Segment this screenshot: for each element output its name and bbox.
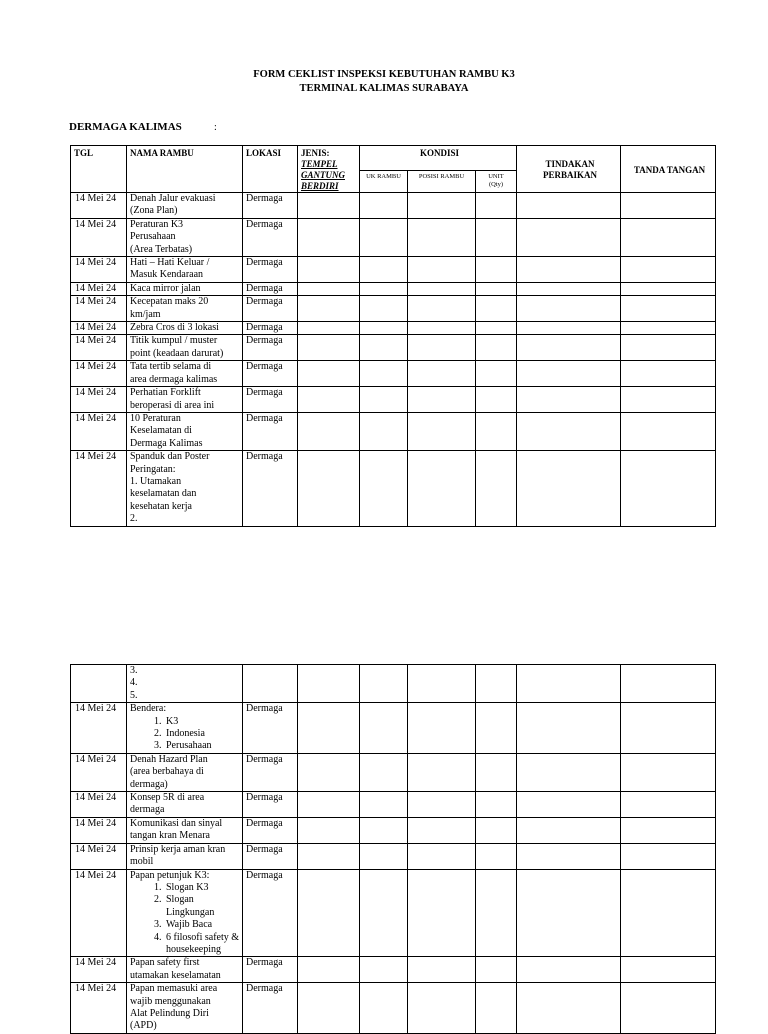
- col-header-kondisi: KONDISI: [360, 146, 517, 171]
- cell-jenis[interactable]: [298, 753, 360, 791]
- cell-jenis[interactable]: [298, 193, 360, 219]
- nama-rambu-line: Hati – Hati Keluar /: [130, 257, 210, 269]
- cell-tindakan[interactable]: [517, 361, 621, 387]
- nama-rambu-line: 5.: [130, 689, 138, 701]
- cell-uk-rambu[interactable]: [360, 665, 408, 703]
- cell-posisi-rambu[interactable]: [408, 843, 476, 869]
- cell-jenis[interactable]: [298, 335, 360, 361]
- cell-posisi-rambu[interactable]: [408, 412, 476, 450]
- cell-unit[interactable]: [476, 869, 517, 957]
- table-row: [71, 753, 716, 791]
- form-title-line2: TERMINAL KALIMAS SURABAYA: [299, 83, 469, 94]
- nama-rambu-line: Peraturan K3: [130, 218, 184, 230]
- col-header-tanda-tangan: TANDA TANGAN: [621, 146, 716, 193]
- cell-unit[interactable]: [476, 843, 517, 869]
- cell-lokasi: Dermaga: [243, 412, 298, 450]
- cell-uk-rambu[interactable]: [360, 957, 408, 983]
- cell-lokasi: Dermaga: [243, 869, 298, 957]
- nama-rambu-line: 1. Utamakan: [130, 475, 182, 487]
- cell-lokasi: Dermaga: [243, 193, 298, 219]
- nama-rambu-line: Titik kumpul / muster: [130, 335, 218, 347]
- nama-rambu-line: Perhatian Forklift: [130, 387, 201, 399]
- cell-posisi-rambu[interactable]: [408, 322, 476, 335]
- cell-tanda-tangan[interactable]: [621, 322, 716, 335]
- col-header-tindakan: TINDAKAN PERBAIKAN: [517, 146, 621, 193]
- cell-posisi-rambu[interactable]: [408, 282, 476, 295]
- cell-uk-rambu[interactable]: [360, 322, 408, 335]
- cell-lokasi: Dermaga: [243, 218, 298, 256]
- cell-lokasi: Dermaga: [243, 322, 298, 335]
- cell-lokasi: Dermaga: [243, 753, 298, 791]
- cell-tgl: 14 Mei 24: [71, 703, 127, 754]
- cell-posisi-rambu[interactable]: [408, 703, 476, 754]
- cell-tindakan[interactable]: [517, 792, 621, 818]
- cell-jenis[interactable]: [298, 792, 360, 818]
- cell-nama-rambu: [127, 869, 243, 957]
- col-header-posisi-rambu: POSISI RAMBU: [408, 170, 476, 192]
- cell-nama-rambu: [127, 387, 243, 413]
- cell-posisi-rambu[interactable]: [408, 792, 476, 818]
- cell-unit[interactable]: [476, 282, 517, 295]
- cell-tanda-tangan[interactable]: [621, 703, 716, 754]
- cell-posisi-rambu[interactable]: [408, 983, 476, 1034]
- cell-tindakan[interactable]: [517, 387, 621, 413]
- cell-jenis[interactable]: [298, 218, 360, 256]
- nama-rambu-line: wajib menggunakan: [130, 995, 211, 1007]
- form-title-line1: FORM CEKLIST INSPEKSI KEBUTUHAN RAMBU K3: [253, 69, 515, 80]
- nama-rambu-line: Tata tertib selama di: [130, 361, 212, 373]
- cell-tanda-tangan[interactable]: [621, 843, 716, 869]
- cell-jenis[interactable]: [298, 412, 360, 450]
- cell-jenis[interactable]: [298, 817, 360, 843]
- cell-unit[interactable]: [476, 218, 517, 256]
- table-row: [71, 792, 716, 818]
- cell-tanda-tangan[interactable]: [621, 957, 716, 983]
- cell-lokasi: Dermaga: [243, 361, 298, 387]
- cell-uk-rambu[interactable]: [360, 335, 408, 361]
- cell-tanda-tangan[interactable]: [621, 869, 716, 957]
- jenis-label: JENIS:: [301, 148, 330, 158]
- nama-rambu-line: Denah Hazard Plan: [130, 753, 208, 765]
- cell-tindakan[interactable]: [517, 296, 621, 322]
- cell-tanda-tangan[interactable]: [621, 361, 716, 387]
- checklist-table-page1: [70, 145, 716, 527]
- cell-unit[interactable]: [476, 412, 517, 450]
- table-row: [71, 869, 716, 957]
- cell-unit[interactable]: [476, 983, 517, 1034]
- nama-rambu-line: Keselamatan di: [130, 425, 192, 437]
- nama-rambu-line: Zebra Cros di 3 lokasi: [130, 322, 219, 334]
- nama-rambu-line: Papan safety first: [130, 957, 200, 969]
- cell-lokasi: Dermaga: [243, 257, 298, 283]
- table-row: [71, 218, 716, 256]
- jenis-option-tempel: TEMPEL: [301, 159, 338, 169]
- cell-tindakan[interactable]: [517, 193, 621, 219]
- nama-rambu-line: Konsep 5R di area: [130, 792, 205, 804]
- cell-uk-rambu[interactable]: [360, 869, 408, 957]
- col-header-jenis: [298, 146, 360, 193]
- nama-rambu-line: Kecepatan maks 20: [130, 296, 209, 308]
- nama-rambu-line: 4.: [130, 677, 138, 689]
- cell-posisi-rambu[interactable]: [408, 257, 476, 283]
- nama-rambu-list: [130, 882, 242, 956]
- col-header-uk-rambu: UK RAMBU: [360, 170, 408, 192]
- cell-unit[interactable]: [476, 361, 517, 387]
- cell-uk-rambu[interactable]: [360, 193, 408, 219]
- cell-lokasi: Dermaga: [243, 282, 298, 295]
- cell-jenis[interactable]: [298, 869, 360, 957]
- nama-rambu-line: 3.: [130, 665, 138, 676]
- cell-jenis[interactable]: [298, 282, 360, 295]
- cell-nama-rambu: [127, 957, 243, 983]
- cell-nama-rambu: [127, 193, 243, 219]
- cell-nama-rambu: [127, 218, 243, 256]
- cell-tindakan[interactable]: [517, 451, 621, 526]
- cell-uk-rambu[interactable]: [360, 296, 408, 322]
- table-row: [71, 843, 716, 869]
- nama-rambu-line: area dermaga kalimas: [130, 373, 218, 385]
- table-row: [71, 257, 716, 283]
- cell-tgl: 14 Mei 24: [71, 193, 127, 219]
- nama-rambu-line: tangan kran Menara: [130, 830, 210, 842]
- location-label: DERMAGA KALIMAS: [69, 121, 182, 133]
- cell-tgl: 14 Mei 24: [71, 257, 127, 283]
- list-item: 3. Wajib Baca: [164, 919, 242, 931]
- nama-rambu-line: Komunikasi dan sinyal: [130, 817, 223, 829]
- cell-uk-rambu[interactable]: [360, 753, 408, 791]
- cell-tindakan[interactable]: [517, 983, 621, 1034]
- nama-rambu-line: beroperasi di area ini: [130, 399, 215, 411]
- cell-jenis[interactable]: [298, 957, 360, 983]
- cell-tanda-tangan[interactable]: [621, 218, 716, 256]
- nama-rambu-line: Kaca mirror jalan: [130, 282, 201, 294]
- cell-lokasi: Dermaga: [243, 792, 298, 818]
- cell-posisi-rambu[interactable]: [408, 361, 476, 387]
- cell-uk-rambu[interactable]: [360, 451, 408, 526]
- table-row: [71, 451, 716, 526]
- cell-posisi-rambu[interactable]: [408, 451, 476, 526]
- cell-tgl: 14 Mei 24: [71, 412, 127, 450]
- cell-jenis[interactable]: [298, 296, 360, 322]
- cell-jenis[interactable]: [298, 665, 360, 703]
- cell-tanda-tangan[interactable]: [621, 335, 716, 361]
- cell-tgl: 14 Mei 24: [71, 218, 127, 256]
- cell-posisi-rambu[interactable]: [408, 218, 476, 256]
- cell-posisi-rambu[interactable]: [408, 387, 476, 413]
- cell-tanda-tangan[interactable]: [621, 451, 716, 526]
- table-row: [71, 412, 716, 450]
- cell-jenis[interactable]: [298, 361, 360, 387]
- cell-tgl: 14 Mei 24: [71, 282, 127, 295]
- cell-tgl: 14 Mei 24: [71, 817, 127, 843]
- table-row: [71, 665, 716, 703]
- cell-tindakan[interactable]: [517, 218, 621, 256]
- table-row: [71, 282, 716, 295]
- cell-jenis[interactable]: [298, 983, 360, 1034]
- nama-rambu-line: km/jam: [130, 308, 161, 320]
- cell-lokasi: Dermaga: [243, 843, 298, 869]
- cell-lokasi: Dermaga: [243, 451, 298, 526]
- cell-uk-rambu[interactable]: [360, 703, 408, 754]
- cell-uk-rambu[interactable]: [360, 412, 408, 450]
- nama-rambu-line: (Area Terbatas): [130, 243, 193, 255]
- cell-tanda-tangan[interactable]: [621, 817, 716, 843]
- cell-tindakan[interactable]: [517, 335, 621, 361]
- cell-nama-rambu: [127, 257, 243, 283]
- cell-tanda-tangan[interactable]: [621, 193, 716, 219]
- nama-rambu-line: Prinsip kerja aman kran: [130, 843, 226, 855]
- nama-rambu-line: Alat Pelindung Diri: [130, 1007, 209, 1019]
- cell-posisi-rambu[interactable]: [408, 335, 476, 361]
- table-row: [71, 322, 716, 335]
- col-header-nama-rambu: NAMA RAMBU: [127, 146, 243, 193]
- cell-posisi-rambu[interactable]: [408, 193, 476, 219]
- cell-tgl: 14 Mei 24: [71, 869, 127, 957]
- cell-nama-rambu: [127, 665, 243, 703]
- col-header-tgl: TGL: [71, 146, 127, 193]
- cell-nama-rambu: [127, 322, 243, 335]
- cell-tanda-tangan[interactable]: [621, 387, 716, 413]
- cell-lokasi: [243, 665, 298, 703]
- cell-tanda-tangan[interactable]: [621, 753, 716, 791]
- nama-rambu-line: Dermaga Kalimas: [130, 437, 203, 449]
- cell-uk-rambu[interactable]: [360, 983, 408, 1034]
- cell-lokasi: Dermaga: [243, 817, 298, 843]
- jenis-option-berdiri: BERDIRI: [301, 181, 339, 191]
- cell-unit[interactable]: [476, 957, 517, 983]
- cell-posisi-rambu[interactable]: [408, 296, 476, 322]
- cell-jenis[interactable]: [298, 451, 360, 526]
- cell-nama-rambu: [127, 282, 243, 295]
- cell-unit[interactable]: [476, 817, 517, 843]
- cell-unit[interactable]: [476, 703, 517, 754]
- nama-rambu-line: kesehatan kerja: [130, 500, 192, 512]
- nama-rambu-line: Bendera:: [130, 703, 167, 715]
- cell-jenis[interactable]: [298, 322, 360, 335]
- list-item: 4. 6 filosofi safety & housekeeping: [164, 932, 242, 957]
- cell-tgl: 14 Mei 24: [71, 296, 127, 322]
- cell-jenis[interactable]: [298, 257, 360, 283]
- cell-tindakan[interactable]: [517, 322, 621, 335]
- cell-tgl: 14 Mei 24: [71, 753, 127, 791]
- cell-nama-rambu: [127, 703, 243, 754]
- cell-tindakan[interactable]: [517, 412, 621, 450]
- nama-rambu-line: point (keadaan darurat): [130, 347, 224, 359]
- cell-tindakan[interactable]: [517, 703, 621, 754]
- cell-uk-rambu[interactable]: [360, 817, 408, 843]
- cell-tindakan[interactable]: [517, 817, 621, 843]
- table-row: [71, 335, 716, 361]
- nama-rambu-line: mobil: [130, 856, 154, 868]
- cell-tgl: 14 Mei 24: [71, 451, 127, 526]
- table-row: [71, 817, 716, 843]
- cell-lokasi: Dermaga: [243, 335, 298, 361]
- nama-rambu-line: Papan memasuki area: [130, 983, 218, 995]
- cell-tgl: 14 Mei 24: [71, 792, 127, 818]
- cell-tgl: 14 Mei 24: [71, 387, 127, 413]
- unit-label: UNIT: [488, 172, 504, 180]
- cell-jenis[interactable]: [298, 843, 360, 869]
- table-row: [71, 296, 716, 322]
- cell-nama-rambu: [127, 361, 243, 387]
- table-row: [71, 703, 716, 754]
- qty-label: (Qty): [488, 180, 504, 188]
- cell-jenis[interactable]: [298, 387, 360, 413]
- cell-tgl: 14 Mei 24: [71, 983, 127, 1034]
- col-header-lokasi: LOKASI: [243, 146, 298, 193]
- nama-rambu-line: Perusahaan: [130, 231, 176, 243]
- cell-uk-rambu[interactable]: [360, 387, 408, 413]
- nama-rambu-line: Masuk Kendaraan: [130, 269, 204, 281]
- table-row: [71, 957, 716, 983]
- cell-tanda-tangan[interactable]: [621, 665, 716, 703]
- cell-nama-rambu: [127, 753, 243, 791]
- list-item: 1. Slogan K3: [164, 882, 242, 894]
- cell-tgl: 14 Mei 24: [71, 843, 127, 869]
- nama-rambu-line: (APD): [130, 1020, 157, 1032]
- cell-uk-rambu[interactable]: [360, 361, 408, 387]
- cell-tindakan[interactable]: [517, 282, 621, 295]
- cell-nama-rambu: [127, 412, 243, 450]
- cell-posisi-rambu[interactable]: [408, 665, 476, 703]
- table-row: [71, 193, 716, 219]
- list-item: 3. Perusahaan: [164, 740, 242, 752]
- cell-tindakan[interactable]: [517, 257, 621, 283]
- nama-rambu-line: 10 Peraturan: [130, 412, 181, 424]
- table-row: [71, 983, 716, 1034]
- cell-uk-rambu[interactable]: [360, 257, 408, 283]
- cell-tanda-tangan[interactable]: [621, 257, 716, 283]
- cell-tanda-tangan[interactable]: [621, 983, 716, 1034]
- list-item: 1. K3: [164, 716, 242, 728]
- cell-lokasi: Dermaga: [243, 387, 298, 413]
- cell-tindakan[interactable]: [517, 843, 621, 869]
- cell-tanda-tangan[interactable]: [621, 296, 716, 322]
- cell-tgl: 14 Mei 24: [71, 361, 127, 387]
- nama-rambu-line: keselamatan dan: [130, 488, 197, 500]
- cell-unit[interactable]: [476, 792, 517, 818]
- cell-uk-rambu[interactable]: [360, 792, 408, 818]
- cell-unit[interactable]: [476, 257, 517, 283]
- cell-uk-rambu[interactable]: [360, 282, 408, 295]
- cell-unit[interactable]: [476, 335, 517, 361]
- cell-nama-rambu: [127, 817, 243, 843]
- nama-rambu-line: Peringatan:: [130, 463, 176, 475]
- cell-lokasi: Dermaga: [243, 983, 298, 1034]
- cell-tgl: 14 Mei 24: [71, 322, 127, 335]
- list-item: 2. Slogan Lingkungan: [164, 894, 242, 919]
- cell-posisi-rambu[interactable]: [408, 869, 476, 957]
- cell-nama-rambu: [127, 451, 243, 526]
- cell-unit[interactable]: [476, 753, 517, 791]
- cell-lokasi: Dermaga: [243, 957, 298, 983]
- cell-nama-rambu: [127, 983, 243, 1034]
- nama-rambu-line: dermaga: [130, 804, 165, 816]
- cell-tindakan[interactable]: [517, 869, 621, 957]
- cell-tindakan[interactable]: [517, 957, 621, 983]
- cell-uk-rambu[interactable]: [360, 218, 408, 256]
- cell-tgl: 14 Mei 24: [71, 335, 127, 361]
- cell-nama-rambu: [127, 296, 243, 322]
- nama-rambu-line: (area berbahaya di: [130, 766, 204, 778]
- cell-unit[interactable]: [476, 193, 517, 219]
- cell-posisi-rambu[interactable]: [408, 817, 476, 843]
- table-row: [71, 361, 716, 387]
- cell-tanda-tangan[interactable]: [621, 792, 716, 818]
- table-row: [71, 387, 716, 413]
- cell-tindakan[interactable]: [517, 665, 621, 703]
- col-header-unit: [476, 170, 517, 192]
- cell-nama-rambu: [127, 335, 243, 361]
- cell-tgl: 14 Mei 24: [71, 957, 127, 983]
- nama-rambu-line: Denah Jalur evakuasi: [130, 193, 216, 204]
- cell-unit[interactable]: [476, 322, 517, 335]
- cell-nama-rambu: [127, 843, 243, 869]
- cell-nama-rambu: [127, 792, 243, 818]
- nama-rambu-line: (Zona Plan): [130, 205, 178, 217]
- nama-rambu-line: Spanduk dan Poster: [130, 451, 210, 463]
- cell-posisi-rambu[interactable]: [408, 753, 476, 791]
- cell-jenis[interactable]: [298, 703, 360, 754]
- nama-rambu-line: utamakan keselamatan: [130, 969, 221, 981]
- cell-tindakan[interactable]: [517, 753, 621, 791]
- cell-uk-rambu[interactable]: [360, 843, 408, 869]
- cell-tanda-tangan[interactable]: [621, 412, 716, 450]
- cell-tgl: [71, 665, 127, 703]
- cell-unit[interactable]: [476, 451, 517, 526]
- cell-lokasi: Dermaga: [243, 296, 298, 322]
- checklist-table-page2: [70, 664, 716, 1034]
- cell-posisi-rambu[interactable]: [408, 957, 476, 983]
- cell-tanda-tangan[interactable]: [621, 282, 716, 295]
- list-item: 2. Indonesia: [164, 728, 242, 740]
- nama-rambu-line: Papan petunjuk K3:: [130, 869, 210, 881]
- nama-rambu-list: [130, 716, 242, 753]
- cell-unit[interactable]: [476, 665, 517, 703]
- nama-rambu-line: dermaga): [130, 778, 168, 790]
- cell-unit[interactable]: [476, 387, 517, 413]
- cell-lokasi: Dermaga: [243, 703, 298, 754]
- cell-unit[interactable]: [476, 296, 517, 322]
- location-colon: :: [214, 122, 217, 133]
- nama-rambu-line: 2.: [130, 513, 138, 525]
- jenis-option-gantung: GANTUNG: [301, 170, 345, 180]
